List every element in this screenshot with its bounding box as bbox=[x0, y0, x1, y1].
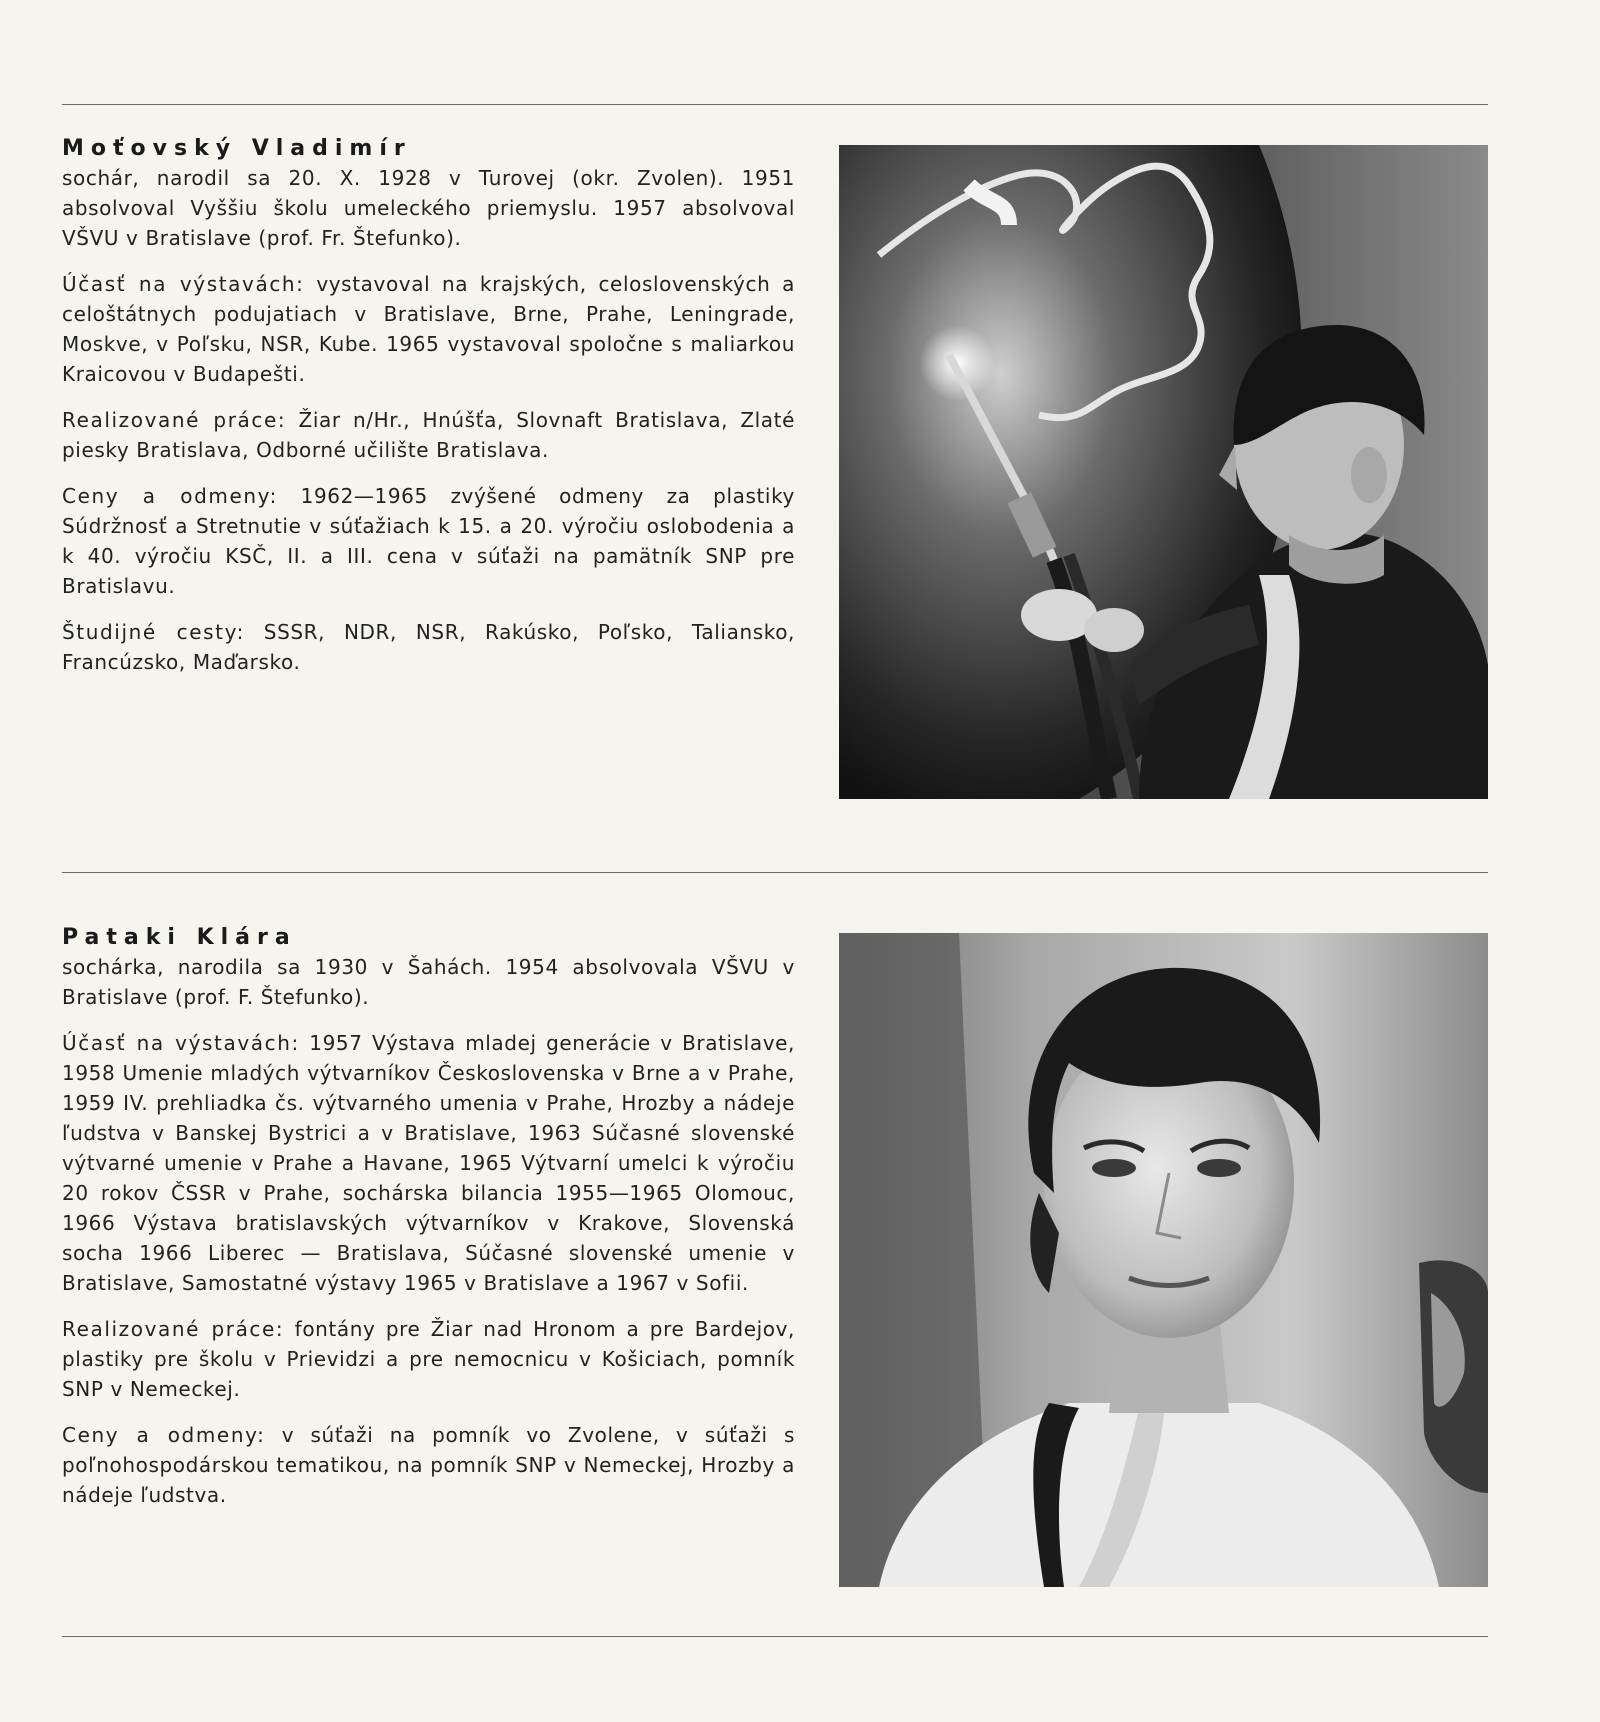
awards-text: v súťaži na pomník vo Zvolene, v súťaži s poľnohospodárskou tematikou, na pomník SNP v Nemeckej, Hrozby a nádeje ľudstva. bbox=[62, 1423, 795, 1507]
woman-portrait-photo bbox=[839, 933, 1488, 1587]
bio-paragraph bbox=[62, 952, 795, 1012]
artist-name: Moťovský Vladimír bbox=[62, 136, 412, 161]
artist-name: Pataki Klára bbox=[62, 925, 297, 950]
artist-entry-motovsky bbox=[62, 136, 795, 693]
bottom-rule bbox=[62, 1636, 1488, 1637]
study-trips-text: SSSR, NDR, NSR, Rakúsko, Poľsko, Taliansko, Francúzsko, Maďarsko. bbox=[62, 620, 795, 674]
welding-sculptor-photo bbox=[839, 145, 1488, 799]
works-label: Realizované práce: bbox=[62, 408, 287, 432]
top-rule bbox=[62, 104, 1488, 105]
awards-label: Ceny a odmeny: bbox=[62, 1423, 266, 1447]
exhibitions-paragraph bbox=[62, 1028, 795, 1298]
exhibitions-paragraph bbox=[62, 269, 795, 389]
awards-paragraph bbox=[62, 1420, 795, 1510]
bio-text: sochár, narodil sa 20. X. 1928 v Turovej (okr. Zvolen). 1951 absolvoval Vyššiu školu umeleckého priemyslu. 1957 absolvoval VŠVU v Bratislave (prof. Fr. Štefunko). bbox=[62, 166, 795, 250]
exhibitions-text: vystavoval na krajských, celoslovenských a celoštátnych podujatiach v Bratislave, Brne, Prahe, Leningrade, Moskve, v Poľsku, NSR, Kube. 1965 vystavoval spoločne s maliarkou Kraicovou v Budapešti. bbox=[62, 272, 795, 386]
works-text: Žiar n/Hr., Hnúšťa, Slovnaft Bratislava, Zlaté piesky Bratislava, Odborné učilište Bratislava. bbox=[62, 408, 796, 462]
middle-rule bbox=[62, 872, 1488, 873]
awards-label: Ceny a odmeny: bbox=[62, 484, 278, 508]
artist-photo-motovsky bbox=[839, 145, 1488, 799]
works-paragraph bbox=[62, 1314, 795, 1404]
exhibitions-label: Účasť na výstavách: bbox=[62, 1031, 300, 1055]
works-text: fontány pre Žiar nad Hronom a pre Bardejov, plastiky pre školu v Prievidzi a pre nemocnicu v Košiciach, pomník SNP v Nemeckej. bbox=[62, 1317, 795, 1401]
bio-text: sochárka, narodila sa 1930 v Šahách. 1954 absolvovala VŠVU v Bratislave (prof. F. Štefunko). bbox=[62, 955, 795, 1009]
awards-paragraph bbox=[62, 481, 795, 601]
works-label: Realizované práce: bbox=[62, 1317, 285, 1341]
artist-photo-pataki bbox=[839, 933, 1488, 1587]
study-trips-label: Študijné cesty: bbox=[62, 620, 245, 644]
works-paragraph bbox=[62, 405, 795, 465]
exhibitions-text: 1957 Výstava mladej generácie v Bratislave, 1958 Umenie mladých výtvarníkov Československa v Brne a v Prahe, 1959 IV. prehliadka čs. výtvarného umenia v Prahe, Hrozby a nádeje ľudstva v Banskej Bystrici a v Bratislave, 1963 Súčasné slovenské výtvarné umenie v Prahe a Havane, 1965 Výtvarní umelci k výročiu 20 rokov ČSSR v Prahe, sochárska bilancia 1955—1965 Olomouc, 1966 Výstava bratislavských výtvarníkov v Krakove, Slovenská socha 1966 Liberec — Bratislava, Súčasné slovenské umenie v Bratislave, Samostatné výstavy 1965 v Bratislave a 1967 v Sofii. bbox=[62, 1031, 795, 1295]
study-trips-paragraph bbox=[62, 617, 795, 677]
artist-entry-pataki bbox=[62, 925, 795, 1526]
bio-paragraph bbox=[62, 163, 795, 253]
exhibitions-label: Účasť na výstavách: bbox=[62, 272, 305, 296]
awards-text: 1962—1965 zvýšené odmeny za plastiky Súdržnosť a Stretnutie v súťažiach k 15. a 20. výročiu oslobodenia a k 40. výročiu KSČ, II. a III. cena v súťaži na pamätník SNP pre Bratislavu. bbox=[62, 484, 795, 598]
